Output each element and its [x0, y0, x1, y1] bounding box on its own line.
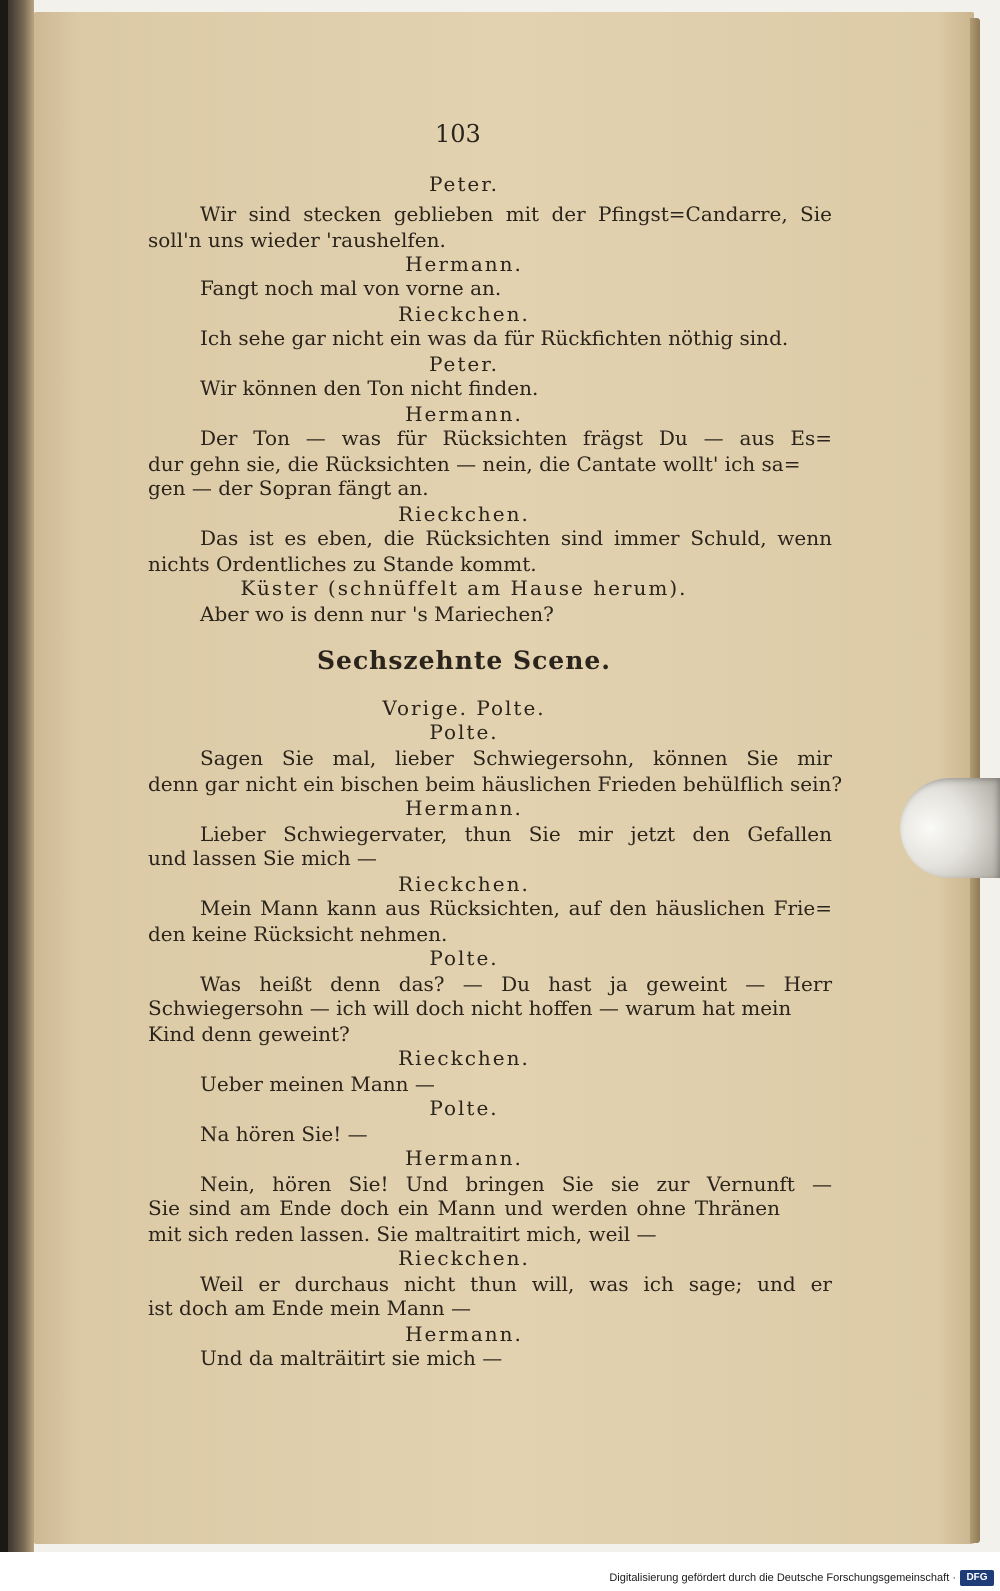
speaker-name: Polte. [429, 720, 499, 744]
dialogue-line: Na hören Sie! — [200, 1122, 368, 1146]
speaker-name: Rieckchen. [398, 1046, 530, 1070]
dialogue-line: gen — der Sopran fängt an. [148, 476, 429, 500]
speaker-name: Hermann. [405, 1322, 523, 1346]
dialogue-line: Mein Mann kann aus Rücksichten, auf den häuslichen Frie= [200, 896, 832, 920]
dialogue-line: Ich sehe gar nicht ein was da für Rückfichten nöthig sind. [200, 326, 789, 350]
speaker-name: Küster (schnüffelt am Hause herum). [240, 576, 688, 600]
page-number: 103 [435, 120, 481, 148]
dialogue-line: dur gehn sie, die Rücksichten — nein, die Cantate wollt' ich sa= [148, 452, 801, 476]
dialogue-line: soll'n uns wieder 'raushelfen. [148, 228, 446, 252]
speaker-name: Rieckchen. [398, 302, 530, 326]
dialogue-line: Nein, hören Sie! Und bringen Sie sie zur Vernunft — [200, 1172, 832, 1196]
dialogue-line: Das ist es eben, die Rücksichten sind immer Schuld, wenn [200, 526, 832, 550]
dialogue-line: Weil er durchaus nicht thun will, was ich sage; und er [200, 1272, 832, 1296]
speaker-name: Rieckchen. [398, 1246, 530, 1270]
speaker-name: Hermann. [405, 1146, 523, 1170]
dialogue-line: Schwiegersohn — ich will doch nicht hoffen — warum hat mein [148, 996, 792, 1020]
speaker-name: Hermann. [405, 252, 523, 276]
dialogue-line: Wir sind stecken geblieben mit der Pfingst=Candarre, Sie [200, 202, 832, 226]
speaker-name: Peter. [429, 352, 499, 376]
dialogue-line: und lassen Sie mich — [148, 846, 377, 870]
dialogue-line: Aber wo is denn nur 's Mariechen? [200, 602, 554, 626]
footer-credit: Digitalisierung gefördert durch die Deutsche Forschungsgemeinschaft · [609, 1572, 956, 1584]
dialogue-line: Ueber meinen Mann — [200, 1072, 435, 1096]
dialogue-line: Lieber Schwiegervater, thun Sie mir jetzt den Gefallen [200, 822, 832, 846]
dialogue-line: den keine Rücksicht nehmen. [148, 922, 448, 946]
dialogue-line: Sie sind am Ende doch ein Mann und werden ohne Thränen [148, 1196, 780, 1220]
scene-heading: Sechszehnte Scene. [316, 646, 611, 675]
dialogue-line: denn gar nicht ein bischen beim häuslichen Frieden behülflich sein? [148, 772, 843, 796]
speaker-name: Rieckchen. [398, 502, 530, 526]
spine-shadow [0, 0, 8, 1552]
dfg-logo: DFG [960, 1570, 994, 1586]
dialogue-line: Fangt noch mal von vorne an. [200, 276, 502, 300]
dialogue-line: Wir können den Ton nicht finden. [200, 376, 539, 400]
dialogue-line: Was heißt denn das? — Du hast ja geweint — Herr [200, 972, 832, 996]
dialogue-line: ist doch am Ende mein Mann — [148, 1296, 472, 1320]
speaker-name: Hermann. [405, 402, 523, 426]
speaker-name: Polte. [429, 1096, 499, 1120]
dialogue-line: Und da malträitirt sie mich — [200, 1346, 503, 1370]
speaker-name: Rieckchen. [398, 872, 530, 896]
dialogue-line: Kind denn geweint? [148, 1022, 350, 1046]
dialogue-line: mit sich reden lassen. Sie maltraitirt mich, weil — [148, 1222, 657, 1246]
speaker-name: Polte. [429, 946, 499, 970]
dialogue-line: Sagen Sie mal, lieber Schwiegersohn, können Sie mir [200, 746, 832, 770]
dialogue-line: nichts Ordentliches zu Stande kommt. [148, 552, 537, 576]
dialogue-line: Der Ton — was für Rücksichten frägst Du — aus Es= [200, 426, 832, 450]
paper-clip-mark [900, 778, 1000, 878]
speaker-name: Vorige. Polte. [382, 696, 546, 720]
speaker-name: Peter. [429, 172, 499, 196]
speaker-name: Hermann. [405, 796, 523, 820]
